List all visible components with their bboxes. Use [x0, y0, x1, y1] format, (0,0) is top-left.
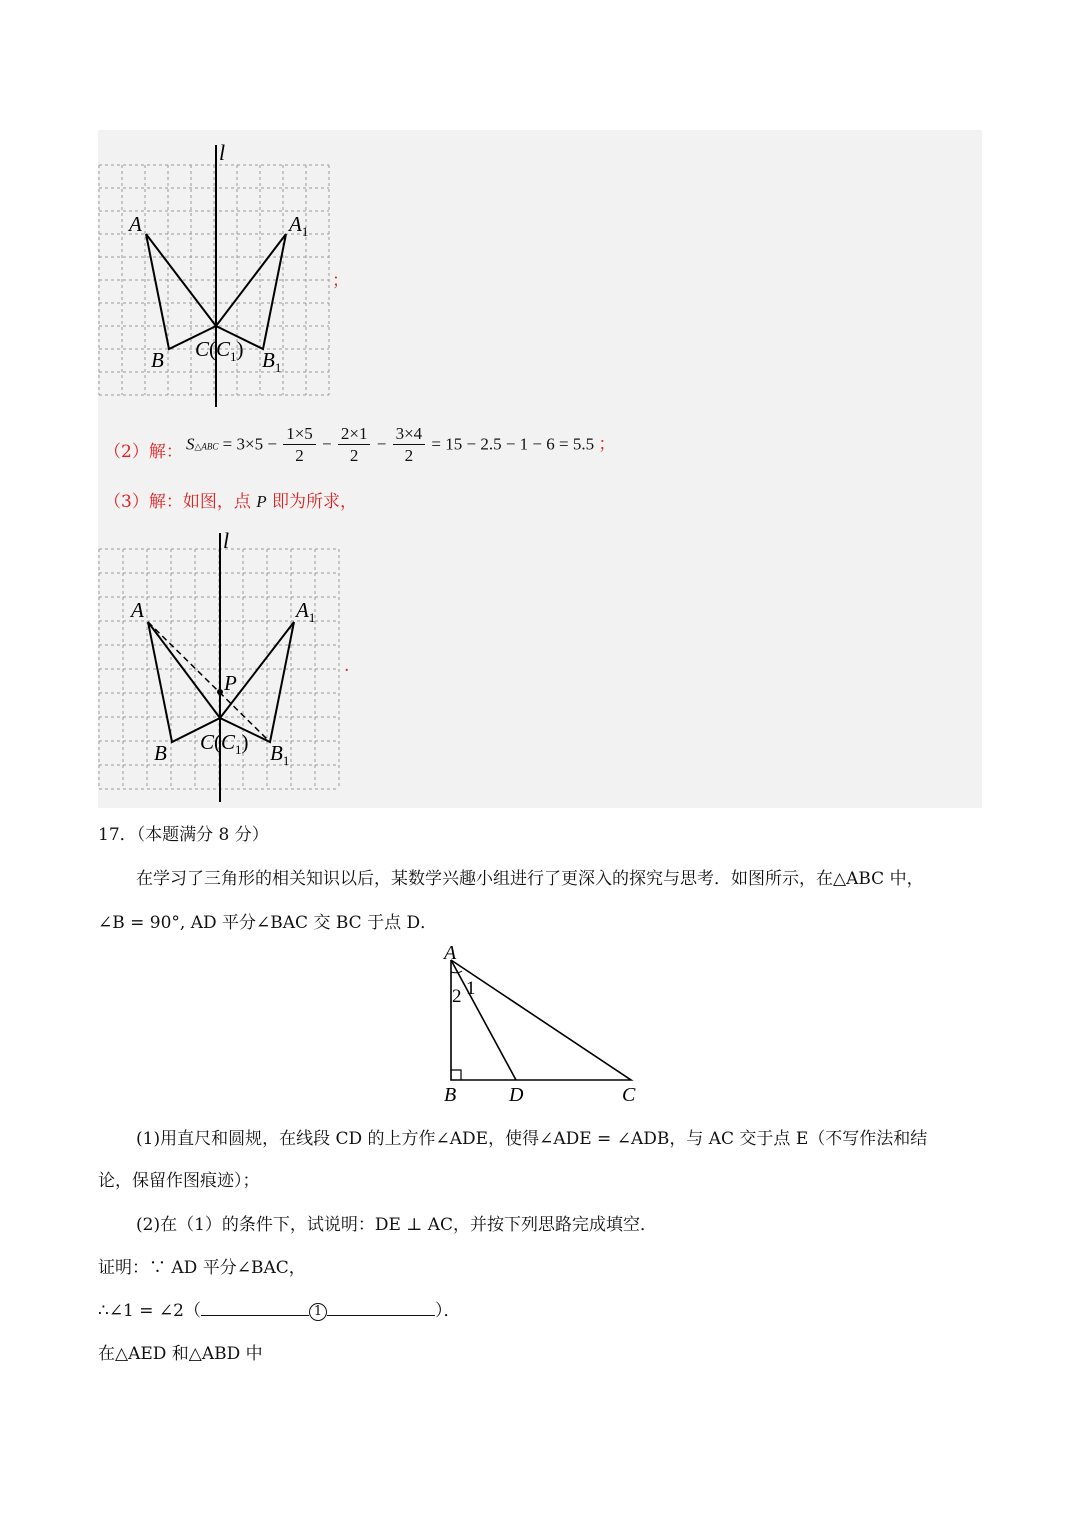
proof-line-3: 在△AED 和△ABD 中: [98, 1344, 263, 1364]
figure-1-triangle-abc: [146, 234, 216, 349]
question-17-task-1-line-2: 论，保留作图痕迹）；: [98, 1171, 260, 1191]
formula-result: = 15 − 2.5 − 1 − 6 = 5.5: [431, 434, 595, 454]
area-symbol: S: [186, 434, 195, 454]
fraction-1: $\frac{1\times 5}{2}$: [283, 424, 316, 467]
figure-2-label-b1: $B_1$: [270, 741, 290, 768]
label-d: D: [509, 1084, 524, 1106]
blank-number-1: 1: [309, 1303, 327, 1321]
label-angle-1: 1: [466, 978, 476, 999]
answer-blank-right[interactable]: [327, 1299, 435, 1316]
fraction-2: $\frac{2\times 1}{2}$: [338, 424, 371, 467]
figure-1-axis-label: l: [219, 140, 226, 165]
figure-2-label-p: P: [224, 671, 237, 695]
figure-2-label-a: A: [131, 598, 144, 622]
figure-1-label-b1: $B_1$: [262, 348, 282, 375]
part-3-point: P: [256, 492, 267, 511]
figure-2-axis-label: l: [223, 528, 230, 553]
figure-1-label-a1: $A_1$: [289, 212, 309, 239]
figure-1-trailing-mark: ；: [332, 271, 349, 291]
right-angle-mark: [451, 1070, 461, 1080]
answer-blank-left[interactable]: [201, 1299, 309, 1316]
question-17-intro-line-1: 在学习了三角形的相关知识以后，某数学兴趣小组进行了更深入的探究与思考．如图所示，在△ABC 中，: [136, 869, 924, 889]
question-17-task-1-line-1: (1)用直尺和圆规，在线段 CD 的上方作∠ADE，使得∠ADE = ∠ADB，与 AC 交于点 E（不写作法和结: [136, 1129, 928, 1149]
figure-2-label-b: B: [154, 741, 167, 765]
fraction-3: $\frac{3\times 4}{2}$: [393, 424, 426, 467]
part-3-text-after: 即为所求，: [266, 492, 358, 512]
question-17-triangle-figure: [436, 940, 646, 1110]
proof-line-2-before: ∴∠1 = ∠2（: [98, 1301, 201, 1321]
figure-2-grid-diagram: [96, 528, 356, 804]
triangle-abc: [451, 960, 631, 1080]
figure-2-point-p: [217, 689, 223, 695]
minus-2: −: [376, 434, 387, 454]
figure-1-label-c-c1: $C(C_1)$: [195, 337, 244, 364]
figure-1-label-b: B: [151, 348, 164, 372]
proof-line-2-after: ）．: [435, 1301, 461, 1321]
label-c: C: [622, 1084, 636, 1106]
part-2-formula: [186, 424, 615, 467]
figure-2-label-a1: $A_1$: [296, 598, 316, 625]
formula-lead: = 3×5 −: [222, 434, 277, 454]
part-3-text: [104, 487, 357, 512]
area-subscript: △ABC: [194, 441, 219, 452]
formula-end: ；: [598, 434, 616, 454]
proof-line-2: [98, 1296, 461, 1321]
question-17-header: 17．（本题满分 8 分）: [98, 825, 269, 845]
label-a: A: [444, 942, 457, 964]
label-angle-2: 2: [452, 986, 462, 1007]
proof-line-1: 证明：∵ AD 平分∠BAC，: [98, 1258, 306, 1278]
figure-2-label-c-c1: $C(C_1)$: [200, 730, 249, 757]
question-17-task-2: (2)在（1）的条件下，试说明：DE ⊥ AC，并按下列思路完成填空．: [136, 1215, 658, 1235]
minus-1: −: [322, 434, 332, 454]
part-3-text-before: （3）解：如图，点: [104, 492, 257, 512]
figure-1-triangle-a1b1c1: [216, 234, 286, 349]
figure-1-label-a: A: [129, 212, 142, 236]
label-b: B: [444, 1084, 457, 1106]
figure-2-trailing-mark: .: [344, 656, 350, 676]
segment-ad: [451, 960, 516, 1080]
question-17-intro-line-2: ∠B = 90°, AD 平分∠BAC 交 BC 于点 D．: [98, 913, 438, 933]
figure-1-grid-diagram: [96, 140, 346, 410]
part-2-label: （2）解：: [104, 442, 183, 462]
